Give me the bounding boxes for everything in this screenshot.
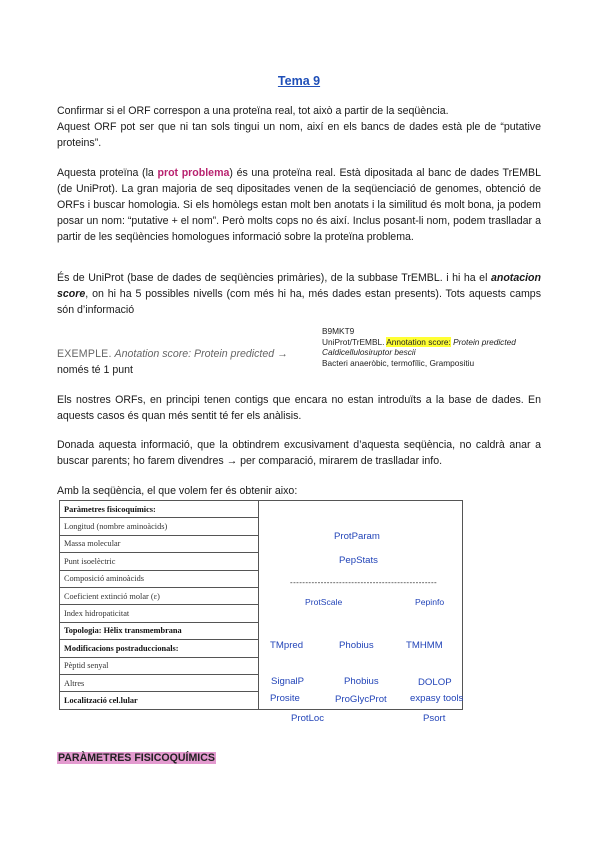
paragraph-table-intro: Amb la seqüència, el que volem fer és obtenir aixo: xyxy=(57,485,298,497)
tool-pepstats: PepStats xyxy=(339,555,378,566)
annotation-score-highlight: Annotation score: xyxy=(386,336,451,347)
prot-problema-highlight: prot problema xyxy=(157,167,230,179)
intro-line-1: Confirmar si el ORF correspon a una proteïna real, tot això a partir de la seqüència. xyxy=(57,105,449,117)
table-row-label: Modificacions postraduccionals: xyxy=(60,640,259,657)
para3-text-before: És de UniProt (base de dades de seqüències primàries), de la subbase TrEMBL. i hi ha el xyxy=(57,272,491,284)
tool-signalp: SignalP xyxy=(271,676,305,687)
table-row-label: Topologia: Hèlix transmembrana xyxy=(60,622,259,639)
example-text: Anotation score: Protein predicted → xyxy=(114,348,288,360)
paragraph-uniprot xyxy=(57,270,541,318)
entry-source: UniProt/TrEMBL. xyxy=(322,336,387,347)
table-row-label: Punt isoelèctric xyxy=(60,553,259,570)
table-row-label: Pèptid senyal xyxy=(60,657,259,674)
para2-text-before: Aquesta proteïna (la xyxy=(57,167,158,179)
tool-pepinfo: Pepinfo xyxy=(415,597,445,607)
table-row-label: Coeficient extinció molar (ε) xyxy=(60,587,259,604)
example-line-2: només té 1 punt xyxy=(57,364,133,376)
entry-id: B9MKT9 xyxy=(322,326,355,336)
tool-dolop: DOLOP xyxy=(418,677,452,688)
entry-description: Bacteri anaeròbic, termofílic, Grampositiu xyxy=(322,357,475,368)
para2-text-after: ) és una proteïna real. Està dipositada al banc de dades TrEMBL (de UniProt). La gran majoria de seq dipositades venen de la seqüenciació de genomes, obtenció de ORFs i buscar homologia. Si els homòlegs estan molt ben anotats i la similitud és molt bona, ja podem posar un nom: “putative + el nom”. Però molts cops no és així. Inclus posant-li nom, podem traslladar a partir de les seqüències homologues informació sobre la proteïna problema. xyxy=(57,167,541,243)
paragraph-info: Donada aquesta informació, que la obtindrem excusivament d’aquesta seqüència, no caldrà anar a buscar parents; ho farem divendres → per comparació, mirarem de traslladar info. xyxy=(57,439,541,467)
table-row-label: Localització cel.lular xyxy=(60,692,259,709)
table-row-label: Longitud (nombre aminoàcids) xyxy=(60,518,259,535)
uniprot-entry-box xyxy=(322,326,562,368)
entry-source-line xyxy=(322,337,562,348)
tool-protparam: ProtParam xyxy=(334,531,380,542)
example-label: EXEMPLE. xyxy=(57,348,112,360)
tool-prosite: Prosite xyxy=(270,693,300,704)
tool-tmhmm: TMHMM xyxy=(406,640,443,651)
para3-text-after: , on hi ha 5 possibles nivells (com més hi ha, més dades estan presents). Tots aquests camps són d’informació xyxy=(57,288,541,316)
anotacion-score-term: anotacion score xyxy=(57,272,541,300)
tool-phobius-topology: Phobius xyxy=(339,640,374,651)
table-row-label: Altres xyxy=(60,674,259,691)
tool-tmpred: TMpred xyxy=(270,640,304,651)
tool-protloc: ProtLoc xyxy=(291,713,325,724)
parameters-table xyxy=(59,500,463,710)
tools-divider: ------------------------------------------------ xyxy=(290,578,438,587)
table-row-label: Massa molecular xyxy=(60,535,259,552)
tool-psort: Psort xyxy=(423,713,446,724)
tool-protglycprot: ProGlycProt xyxy=(335,694,387,705)
intro-line-2: Aquest ORF pot ser que ni tan sols tingui un nom, així en els bancs de dades està ple de “putative proteins”. xyxy=(57,121,541,149)
table-row-label: Index hidropaticitat xyxy=(60,605,259,622)
tool-expasy-tools: expasy tools xyxy=(410,693,464,704)
paragraph-intro xyxy=(57,103,541,151)
section-heading: PARÀMETRES FISICOQUÍMICS xyxy=(58,752,215,764)
entry-organism: Caldicellulosiruptor bescii xyxy=(322,347,416,357)
table-row-label: Paràmetres fisicoquímics: xyxy=(60,501,259,518)
tool-phobius-signal: Phobius xyxy=(344,676,379,687)
paragraph-prot-problema xyxy=(57,165,541,245)
table-row-label: Composició aminoàcids xyxy=(60,570,259,587)
paragraph-orfs: Els nostres ORFs, en principi tenen contigs que encara no estan introduïts a la base de dades. En aquests casos és quan més sentit té fer els anàlisis. xyxy=(57,394,541,422)
entry-predicted: Protein predicted xyxy=(450,336,516,347)
tool-protscale: ProtScale xyxy=(305,597,343,607)
page-title: Tema 9 xyxy=(277,74,321,88)
